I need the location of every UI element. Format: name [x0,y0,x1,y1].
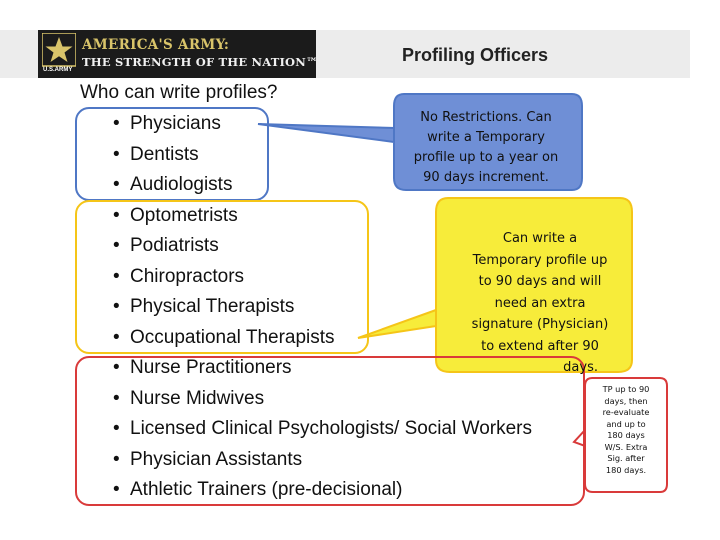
red-group-outline [75,356,585,506]
bullet: • [113,174,120,195]
page-title: Profiling Officers [402,45,549,65]
callout-line: to 90 days and will [478,274,602,289]
callout-line: days, then [604,395,648,406]
callout-line: days. [563,360,598,375]
callout-line: W/S. Extra [604,441,648,452]
brand-line-2: THE STRENGTH OF THE NATION™ [82,55,318,69]
question-heading: Who can write profiles? [80,82,278,103]
bullet: • [113,418,120,439]
list-item-label: Physical Therapists [130,296,295,317]
list-item-label: Athletic Trainers (pre-decisional) [130,479,403,500]
red-callout-text [595,384,657,476]
yellow-group-outline [75,200,369,354]
list-item-label: Chiropractors [130,265,245,287]
list-item-label: Podiatrists [130,235,219,256]
list-item-label: Dentists [130,143,199,165]
bullet: • [113,296,120,317]
callout-line: need an extra [494,295,586,311]
callout-line: Temporary profile up [472,252,608,268]
callout-line: TP up to 90 [602,384,650,394]
list-item-label: Optometrists [130,204,238,226]
callout-line: 180 days [607,430,645,440]
callout-line: Sig. after [607,453,645,463]
list-item-label: Physician Assistants [130,448,303,470]
blue-callout-text [398,108,574,188]
bullet: • [113,113,120,134]
list-item-label: Physicians [130,113,221,134]
list-item-label: Audiologists [130,174,233,195]
bullet: • [113,143,120,165]
callout-line: No Restrictions. Can [420,110,552,125]
callout-line: signature (Physician) [471,317,609,332]
callout-line: re-evaluate [602,407,650,417]
brand-mark: U.S.ARMY [43,67,73,73]
list-item-label: Nurse Midwives [130,387,265,409]
list-item-label: Nurse Practitioners [130,357,292,378]
callout-line: and up to [606,418,646,429]
bullet: • [113,265,120,287]
bullet: • [113,387,120,409]
list-item-label: Licensed Clinical Psychologists/ Social Workers [130,418,532,439]
callout-line: Can write a [502,231,578,246]
callout-line: profile up to a year on [413,150,559,165]
bullet: • [113,479,120,500]
callout-line: to extend after 90 [481,338,599,354]
bullet: • [113,448,120,470]
bullet: • [113,235,120,256]
bullet: • [113,204,120,226]
callout-line: write a Temporary [427,130,545,145]
bullet: • [113,326,120,348]
blue-group-outline [75,107,269,201]
list-item-label: Occupational Therapists [130,326,335,348]
callout-line: 90 days increment. [423,170,549,185]
bullet: • [113,357,120,378]
brand-line-1: AMERICA'S ARMY: [82,37,230,53]
yellow-callout-text [460,228,620,379]
callout-line: 180 days. [605,464,647,475]
